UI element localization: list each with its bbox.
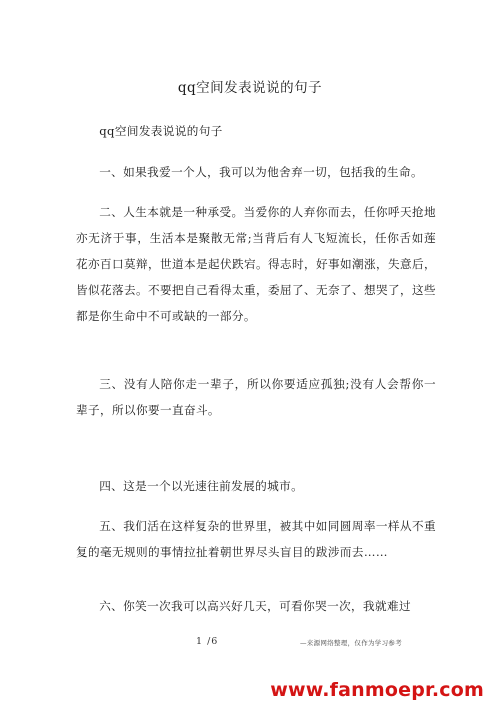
paragraph-2: 二、人生本就是一种承受。当爱你的人弃你而去，任你呼天抢地亦无济于事，生活本是聚散无常;当背后有人飞短流长，任你舌如莲花亦百口莫辩，世道本是起伏跌宕。得志时，好事如潮涨，失意后，皆似花落去。不要把自己看得太重，委屈了、无奈了、想哭了，这些都是你生命中不可或缺的一部分。 [76,205,436,323]
paragraph-4: 四、这是一个以光速往前发展的城市。 [99,479,304,493]
paragraph-6: 六、你笑一次我可以高兴好几天，可看你哭一次，我就难过 [99,599,412,613]
paragraph-5: 五、我们活在这样复杂的世界里，被其中如同圆周率一样从不重复的毫无规则的事情拉扯着朝世界尽头盲目的跋涉而去…… [76,519,436,559]
paragraph-subtitle: qq空间发表说说的句子 [99,124,223,138]
watermark-url: www.fanmoepr.com [270,679,484,701]
source-note: —来源网络整理，仅作为学习参考 [300,639,402,647]
page-number: 1 /6 [196,636,219,647]
document-title: qq空间发表说说的句子 [177,80,323,96]
paragraph-3: 三、没有人陪你走一辈子，所以你要适应孤独;没有人会帮你一辈子，所以你要一直奋斗。 [76,377,436,417]
paragraph-1: 一、如果我爱一个人，我可以为他舍弃一切，包括我的生命。 [99,165,424,179]
